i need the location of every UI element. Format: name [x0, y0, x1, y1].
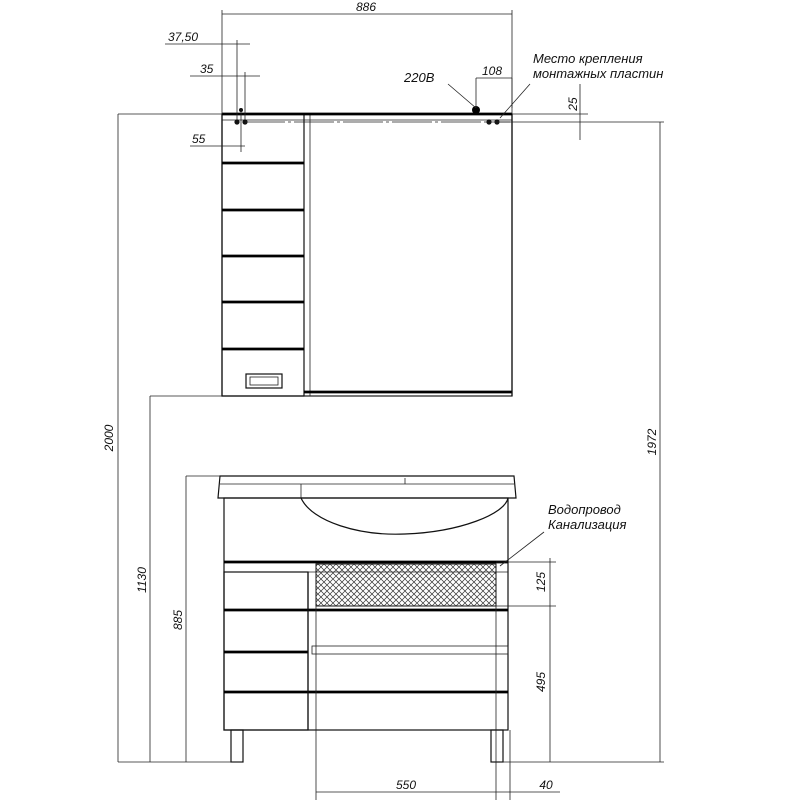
- dim-55: 55: [192, 132, 206, 146]
- service-zone: [316, 564, 496, 606]
- dim-35: 35: [200, 62, 214, 76]
- mount-label-line1: Место крепления: [533, 51, 643, 66]
- dim-885: 885: [171, 609, 185, 631]
- vanity-unit: [218, 476, 516, 762]
- leg: [231, 730, 243, 762]
- pipes-label-line1: Водопровод: [548, 502, 621, 517]
- dim-1130: 1130: [135, 567, 149, 593]
- dimension-lines: [118, 10, 664, 800]
- dim-1972: 1972: [645, 428, 659, 456]
- dim-37-50: 37,50: [168, 30, 199, 44]
- dim-40: 40: [539, 778, 553, 792]
- light-switch: [246, 374, 282, 388]
- leg: [491, 730, 503, 762]
- power-label: 220В: [404, 70, 435, 85]
- pipes-label-line2: Канализация: [548, 517, 627, 532]
- mirror-cabinet: [222, 106, 512, 396]
- washbasin-top: [218, 476, 516, 498]
- mount-label-line2: монтажных пластин: [533, 66, 664, 81]
- dim-108: 108: [482, 64, 503, 78]
- mount-point: [234, 119, 239, 124]
- dim-495: 495: [534, 671, 548, 693]
- basin-bowl: [301, 498, 508, 534]
- dim-25: 25: [566, 97, 580, 111]
- dim-2000: 2000: [102, 424, 116, 452]
- dim-125: 125: [534, 571, 548, 593]
- dim-550: 550: [395, 778, 417, 792]
- dim-886: 886: [355, 0, 377, 14]
